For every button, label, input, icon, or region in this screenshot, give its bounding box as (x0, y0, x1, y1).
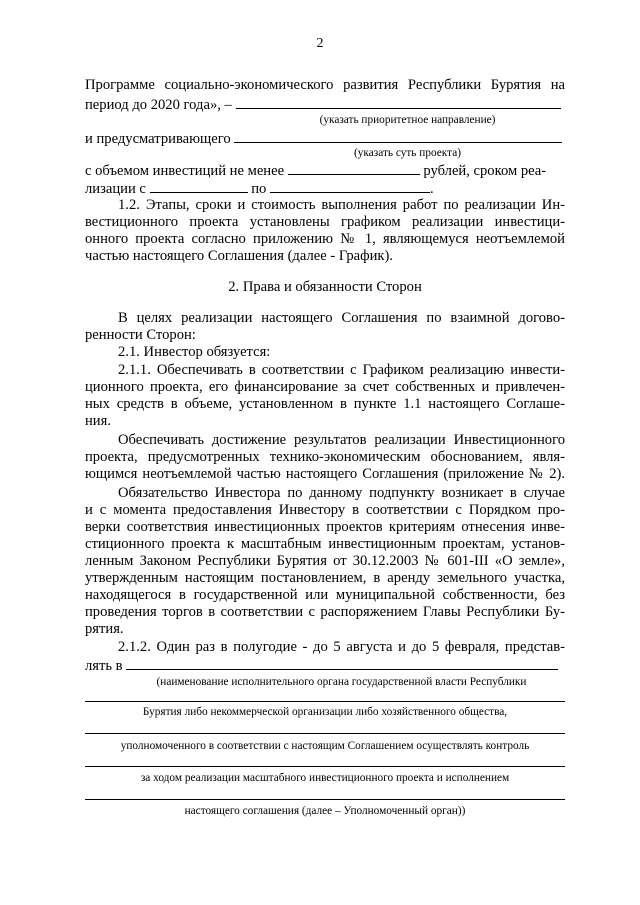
text-line: ренности Сторон: (85, 327, 196, 343)
text-fragment: лизации с (85, 181, 146, 197)
blank-field[interactable] (270, 179, 430, 193)
field-caption: (указать приоритетное направление) (319, 114, 496, 126)
text-fragment: и предусматривающего (85, 131, 231, 147)
text-line: утвержденным настоящим постановлением, в аренду земельного участка, (85, 570, 565, 586)
text-line: вестиционного проекта установлены графиком реализации инвестици- (85, 214, 565, 230)
text-line (85, 179, 565, 198)
text-line: ционного проекта, его финансирование за счет собственных и привлечен- (85, 379, 565, 395)
text-line (85, 161, 565, 180)
field-caption: настоящего соглашения (далее – Уполномоченный орган)) (184, 805, 466, 817)
blank-field[interactable] (236, 95, 561, 109)
field-caption: за ходом реализации масштабного инвестиционного проекта и исполнением (140, 772, 510, 784)
text-line: частью настоящего Соглашения (далее - График). (85, 248, 394, 264)
page-number: 2 (316, 36, 324, 51)
text-fragment: по (251, 181, 267, 197)
text-line: проекта, предусмотренных технико-экономическим обоснованием, явля- (85, 449, 565, 465)
blank-line[interactable] (85, 733, 565, 734)
text-line: рятия. (85, 621, 124, 637)
blank-field[interactable] (234, 129, 562, 143)
text-line: Программе социально-экономического развития Республики Бурятия на (85, 77, 565, 93)
blank-line[interactable] (85, 701, 565, 702)
text-fragment: с объемом инвестиций не менее (85, 163, 285, 179)
text-line: 2.1.2. Один раз в полугодие - до 5 августа и до 5 февраля, представ- (118, 639, 565, 655)
text-line: 2.1. Инвестор обязуется: (118, 344, 271, 360)
field-caption: (наименование исполнительного органа государственной власти Республики (156, 676, 527, 688)
field-caption: уполномоченного в соответствии с настоящим Соглашением осуществлять контроль (120, 740, 530, 752)
text-line: и с момента предоставления Инвестору в соответствии с Порядком про- (85, 502, 565, 518)
text-line: ния. (85, 413, 111, 429)
field-caption: (указать суть проекта) (354, 147, 461, 159)
text-line: В целях реализации настоящего Соглашения по взаимной догово- (118, 310, 565, 326)
text-line: 2.1.1. Обеспечивать в соответствии с Графиком реализацию инвести- (118, 362, 565, 378)
text-line: ных средств в объеме, установленном в пункте 1.1 настоящего Соглаше- (85, 396, 565, 412)
text-line: стиционного проекта к масштабным инвестиционным проектам, установ- (85, 536, 565, 552)
text-line: верки соответствия инвестиционных проектов критериям отнесения инве- (85, 519, 565, 535)
text-line: ленным Законом Республики Бурятия от 30.12.2003 № 601-III «О земле», (85, 553, 565, 569)
text-line: находящегося в государственной или муниципальной собственности, без (85, 587, 565, 603)
blank-field[interactable] (150, 179, 248, 193)
field-caption: Бурятия либо некоммерческой организации либо хозяйственного общества, (142, 706, 508, 718)
text-line: 1.2. Этапы, сроки и стоимость выполнения работ по реализации Ин- (118, 197, 565, 213)
text-line: Обязательство Инвестора по данному подпункту возникает в случае (118, 485, 565, 501)
text-fragment: лять в (85, 658, 123, 674)
blank-line[interactable] (85, 799, 565, 800)
blank-field[interactable] (288, 161, 420, 175)
blank-line[interactable] (85, 766, 565, 767)
text-fragment: рублей, сроком реа- (423, 163, 547, 179)
text-line: онного проекта согласно приложению № 1, являющемуся неотъемлемой (85, 231, 565, 247)
blank-field[interactable] (126, 656, 558, 670)
text-line: проведения торгов в соответствии с распоряжением Главы Республики Бу- (85, 604, 565, 620)
text-line (85, 95, 565, 114)
text-line: ющимся неотъемлемой частью настоящего Соглашения (приложение № 2). (85, 466, 565, 482)
text-line (85, 656, 565, 675)
text-fragment: период до 2020 года», – (85, 97, 232, 113)
section-heading: 2. Права и обязанности Сторон (228, 279, 422, 295)
text-line: Обеспечивать достижение результатов реализации Инвестиционного (118, 432, 565, 448)
text-fragment: . (429, 181, 434, 197)
text-line (85, 129, 565, 148)
